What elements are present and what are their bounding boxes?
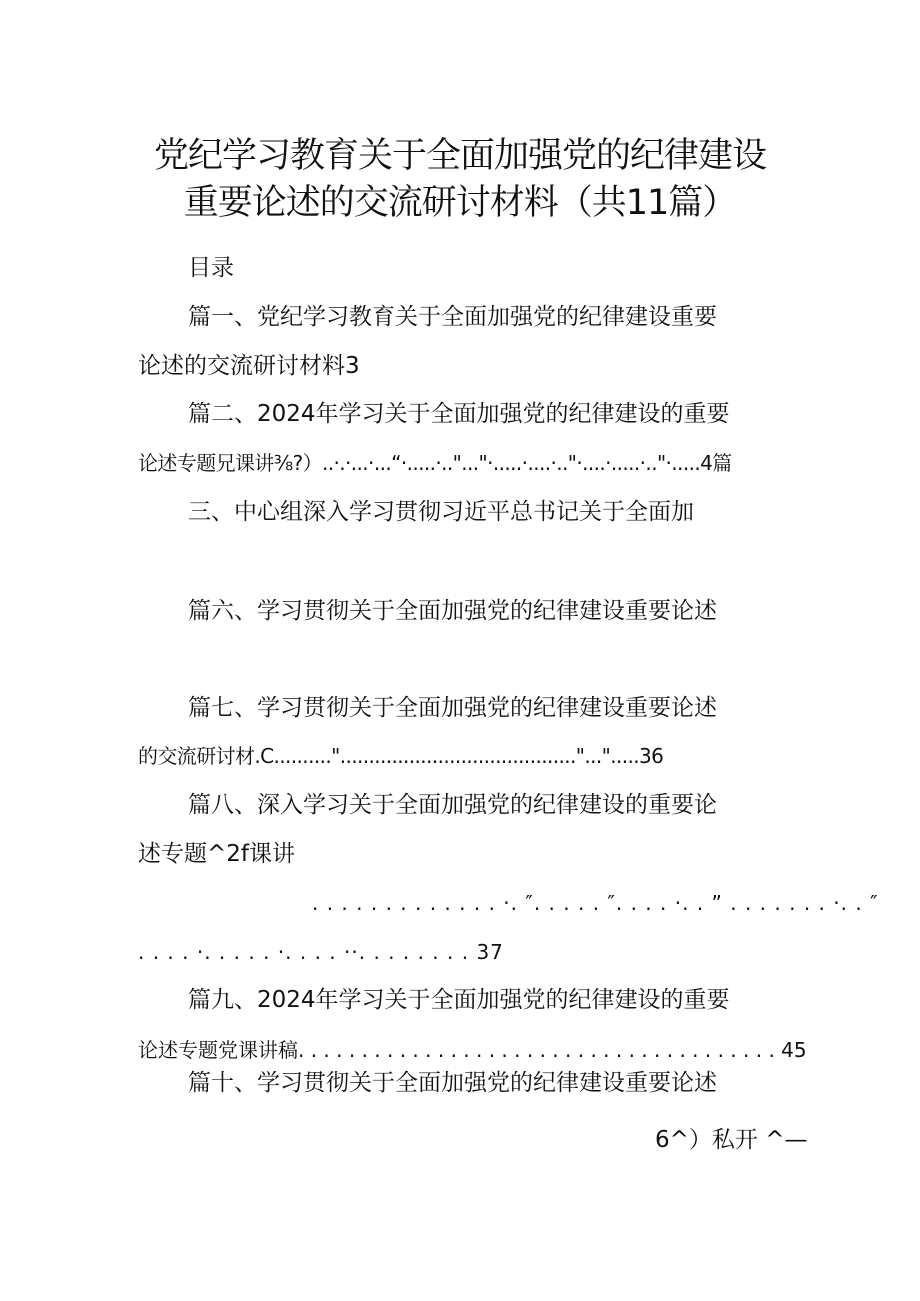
toc-entry-1-line-2: 论述的交流研讨材料3 xyxy=(138,353,360,379)
toc-entry-2-line-1: 篇二、2024年学习关于全面加强党的纪律建设的重要 xyxy=(188,401,730,427)
document-title-line-1: 党纪学习教育关于全面加强党的纪律建设 xyxy=(153,136,766,176)
toc-entry-8-page-line: . . . . ·. . . . . ·. . . . ··. . . . . . . . 37 xyxy=(138,940,504,964)
toc-entry-9-line-1: 篇九、2024年学习关于全面加强党的纪律建设的重要 xyxy=(188,987,730,1013)
toc-entry-7-line-2: 的交流研讨材.C.........."........................................."...".....36 xyxy=(138,744,664,768)
page-footer-text: 6^）私开 ^— xyxy=(655,1127,808,1153)
toc-entry-8-line-2: 述专题^2f课讲 xyxy=(138,841,296,867)
toc-entry-6-line-1: 篇六、学习贯彻关于全面加强党的纪律建设重要论述 xyxy=(188,598,717,624)
toc-heading: 目录 xyxy=(188,255,234,281)
toc-entry-9-line-2: 论述专题党课讲稿. . . . . . . . . . . . . . . . . . . . . . . . . . . . . . . . . . . . . . 45 xyxy=(138,1038,807,1062)
toc-entry-10-line-1: 篇十、学习贯彻关于全面加强党的纪律建设重要论述 xyxy=(188,1070,717,1096)
document-title-line-2: 重要论述的交流研讨材料（共11篇） xyxy=(183,183,737,223)
toc-entry-8-leader-line: . . . . . . . . . . . . . ·. ″. . . . . ″. . . . ·. . ” . . . . . . . ·. . ″ xyxy=(312,891,879,915)
toc-entry-3-line-1: 三、中心组深入学习贯彻习近平总书记关于全面加 xyxy=(188,499,694,525)
toc-entry-2-line-2: 论述专题兄课讲⅜?）..·.·...·...“·.....·.."..."·.....·....·.."·....·.....·.."·.....4篇 xyxy=(138,451,732,475)
toc-entry-1-line-1: 篇一、党纪学习教育关于全面加强党的纪律建设重要 xyxy=(188,304,717,330)
toc-entry-8-line-1: 篇八、深入学习关于全面加强党的纪律建设的重要论 xyxy=(188,792,717,818)
toc-entry-7-line-1: 篇七、学习贯彻关于全面加强党的纪律建设重要论述 xyxy=(188,695,717,721)
